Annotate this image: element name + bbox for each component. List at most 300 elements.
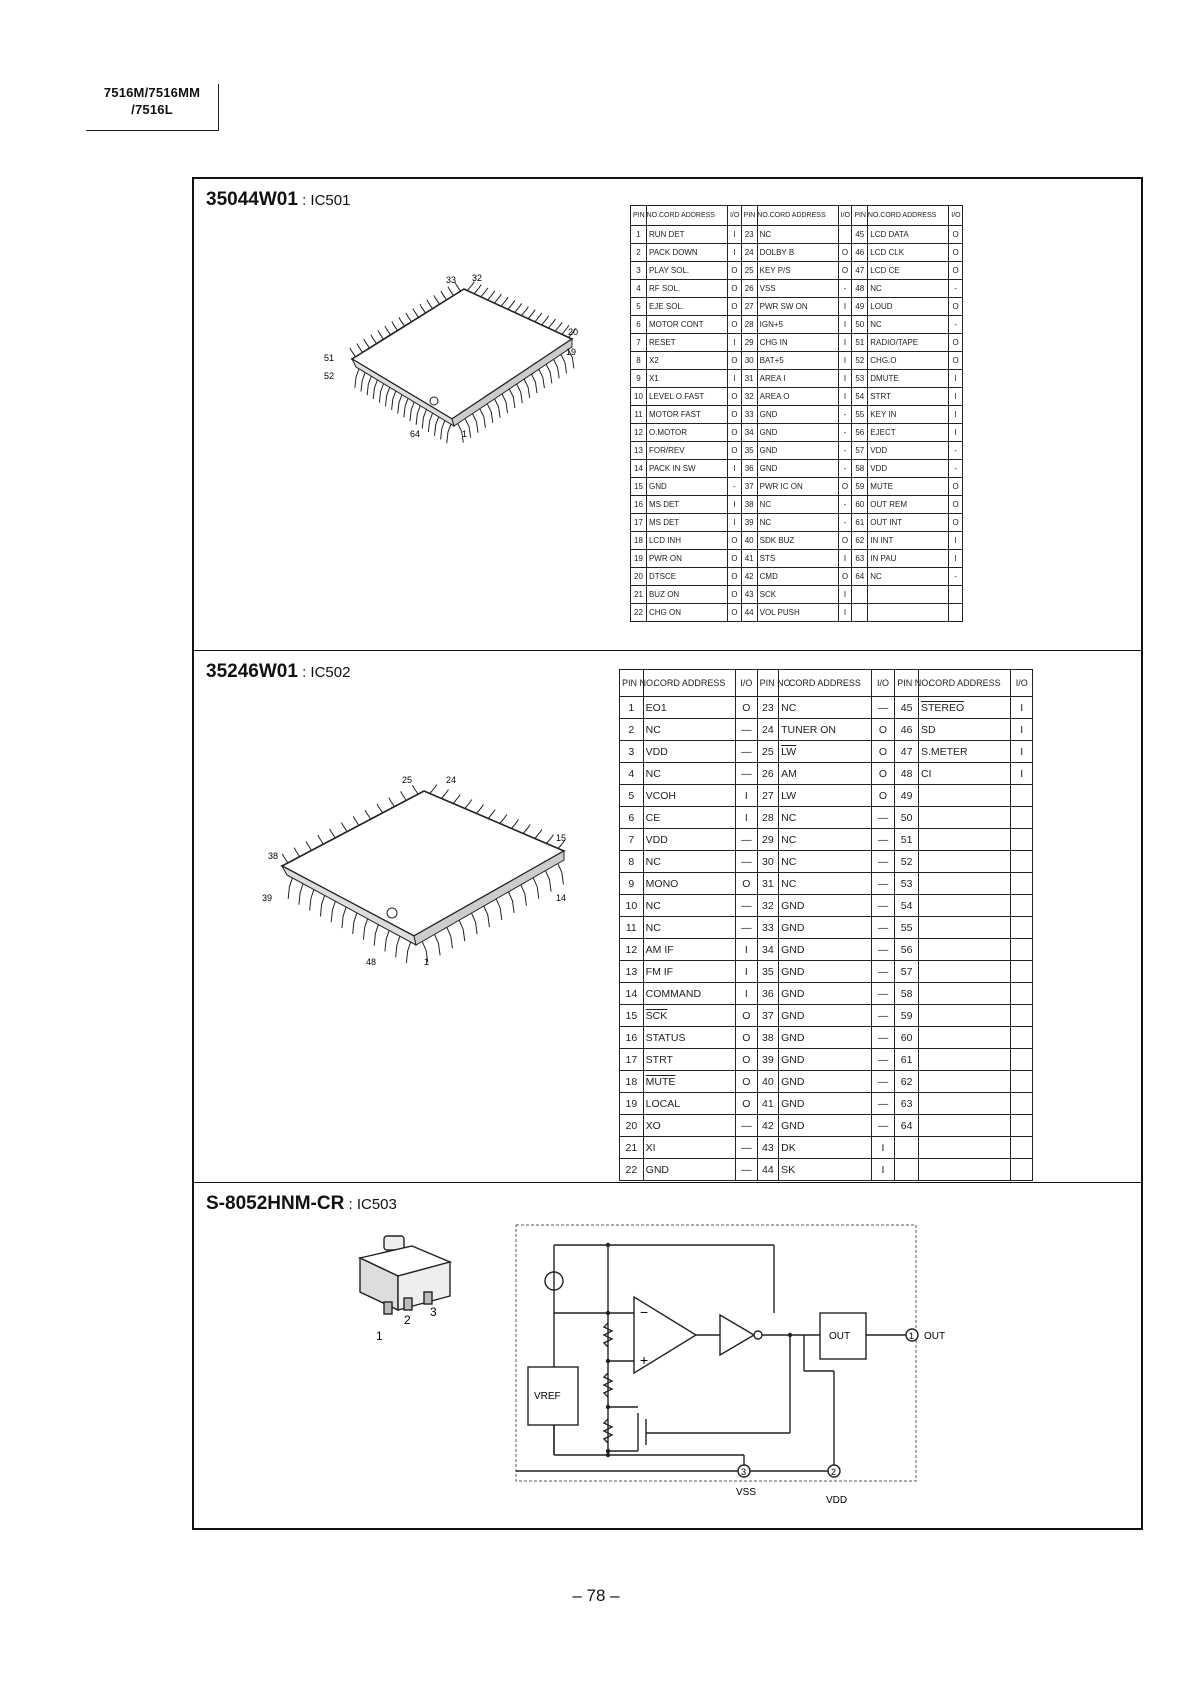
table-cell: 53 [895, 873, 919, 895]
table-cell: I [838, 388, 852, 406]
table-cell: — [871, 1093, 895, 1115]
table-cell: 9 [620, 873, 644, 895]
part-number: S-8052HNM-CR [206, 1193, 345, 1214]
table-row [631, 424, 963, 442]
table-header-row [620, 670, 1033, 697]
model-line-1: 7516M/7516MM [103, 85, 201, 100]
package-lead [378, 330, 384, 339]
package-lead [434, 295, 440, 304]
header-cell: PIN NO. [631, 206, 647, 226]
table-cell: DMUTE [868, 370, 949, 388]
table-cell: I [736, 785, 758, 807]
table-cell: STRT [868, 388, 949, 406]
package-lead [448, 287, 454, 296]
table-cell: O [727, 532, 741, 550]
table-cell: 27 [757, 785, 779, 807]
table-cell: 45 [895, 697, 919, 719]
table-cell: I [838, 316, 852, 334]
table-cell: FM IF [643, 961, 735, 983]
table-cell: IN PAU [868, 550, 949, 568]
table-cell: STS [757, 550, 838, 568]
table-cell: 61 [852, 514, 868, 532]
chip-pin-label: 64 [410, 429, 421, 439]
table-cell: 16 [620, 1027, 644, 1049]
table-cell: NC [779, 807, 871, 829]
table-cell: O [871, 763, 895, 785]
package-lead [353, 913, 357, 934]
table-cell: O [727, 586, 741, 604]
chip-pin-label: 1 [424, 957, 430, 967]
qfp48-package-drawing [254, 761, 584, 971]
table-cell: — [736, 917, 758, 939]
table-cell: I [838, 352, 852, 370]
table-cell: 64 [852, 568, 868, 586]
pkg-pin-label: 2 [404, 1313, 411, 1327]
table-cell: 5 [631, 298, 647, 316]
table-cell: 53 [852, 370, 868, 388]
table-cell: 25 [741, 262, 757, 280]
package-lead [496, 899, 502, 920]
table-cell: O [727, 262, 741, 280]
pkg-pin-label: 1 [376, 1329, 383, 1343]
package-lead [385, 930, 389, 951]
table-cell: 41 [741, 550, 757, 568]
table-cell: — [736, 719, 758, 741]
table-cell: DTSCE [646, 568, 727, 586]
table-row [620, 983, 1033, 1005]
ic-reference: IC501 [310, 192, 351, 209]
package-lead [515, 303, 522, 312]
package-lead [441, 420, 445, 439]
table-cell: 59 [895, 1005, 919, 1027]
table-cell: — [871, 983, 895, 1005]
table-cell: — [871, 807, 895, 829]
table-row [631, 550, 963, 568]
table-cell: 4 [631, 280, 647, 298]
table-cell [918, 1115, 1010, 1137]
header-cell: CORD ADDRESS [646, 206, 727, 226]
header-cell: CORD ADDRESS [757, 206, 838, 226]
table-cell: — [736, 1137, 758, 1159]
table-cell: 56 [895, 939, 919, 961]
table-cell: - [949, 280, 963, 298]
table-cell [1011, 851, 1033, 873]
table-cell [918, 895, 1010, 917]
table-cell: LCD DATA [868, 226, 949, 244]
ic-reference: IC502 [310, 664, 351, 681]
table-cell: STATUS [643, 1027, 735, 1049]
table-cell: 62 [895, 1071, 919, 1093]
table-cell: 10 [620, 895, 644, 917]
table-cell: X2 [646, 352, 727, 370]
ic-reference: IC503 [356, 1196, 397, 1213]
table-cell: EJE SOL. [646, 298, 727, 316]
table-cell [918, 807, 1010, 829]
package-lead [357, 343, 363, 352]
table-cell: 5 [620, 785, 644, 807]
chip-pin-label: 1 [462, 429, 468, 439]
table-cell: 36 [757, 983, 779, 1005]
section-title: 35044W01 : IC501 [206, 189, 351, 210]
table-row [631, 262, 963, 280]
table-cell: I [727, 226, 741, 244]
table-cell: 8 [631, 352, 647, 370]
package-lead [377, 804, 383, 813]
header-cell: I/O [727, 206, 741, 226]
table-cell [918, 1093, 1010, 1115]
table-cell: RADIO/TAPE [868, 334, 949, 352]
table-cell: I [1011, 719, 1033, 741]
package-lead [282, 854, 288, 863]
table-row [620, 939, 1033, 961]
table-cell: 20 [620, 1115, 644, 1137]
table-cell: O [949, 478, 963, 496]
package-lead [528, 310, 535, 319]
table-cell: NC [643, 851, 735, 873]
table-row [631, 244, 963, 262]
table-cell: 37 [741, 478, 757, 496]
table-cell: OUT REM [868, 496, 949, 514]
table-cell: SK [779, 1159, 871, 1181]
package-lead [385, 326, 391, 335]
package-lead [342, 907, 346, 928]
table-cell: 11 [620, 917, 644, 939]
table-cell: 10 [631, 388, 647, 406]
table-cell: NC [757, 226, 838, 244]
table-cell: S.METER [918, 741, 1010, 763]
table-cell: GND [779, 895, 871, 917]
table-cell: 43 [741, 586, 757, 604]
table-cell: 35 [757, 961, 779, 983]
table-cell: 33 [741, 406, 757, 424]
table-cell [1011, 917, 1033, 939]
table-cell: X1 [646, 370, 727, 388]
table-cell: 12 [631, 424, 647, 442]
table-row [620, 961, 1033, 983]
table-cell [918, 1071, 1010, 1093]
table-cell: NC [643, 719, 735, 741]
package-lead [379, 384, 383, 403]
table-cell: GND [757, 460, 838, 478]
table-cell: I [727, 370, 741, 388]
package-lead [561, 354, 567, 373]
table-cell: NC [643, 895, 735, 917]
ic501-section [194, 179, 1141, 651]
part-number: 35246W01 [206, 661, 298, 682]
block-diagram [514, 1223, 954, 1513]
table-cell: LCD CE [868, 262, 949, 280]
package-lead [546, 871, 552, 892]
package-lead [459, 920, 465, 941]
table-cell: 60 [852, 496, 868, 514]
table-cell: 50 [852, 316, 868, 334]
ic501-pin-table [630, 205, 963, 622]
part-number: 35044W01 [206, 189, 298, 210]
table-cell: RESET [646, 334, 727, 352]
header-cell: I/O [949, 206, 963, 226]
table-row [631, 586, 963, 604]
table-cell: LCD CLK [868, 244, 949, 262]
table-cell: I [949, 370, 963, 388]
table-row [631, 604, 963, 622]
table-cell: O [727, 568, 741, 586]
table-cell: 27 [741, 298, 757, 316]
package-lead [472, 913, 478, 934]
ic502-section [194, 651, 1141, 1183]
table-row [620, 719, 1033, 741]
header-cell: I/O [871, 670, 895, 697]
table-cell: NC [868, 316, 949, 334]
package-lead [367, 376, 371, 395]
package-lead [413, 308, 419, 317]
table-row [631, 496, 963, 514]
table-cell: GND [757, 424, 838, 442]
table-cell: O [727, 316, 741, 334]
header-cell: I/O [1011, 670, 1033, 697]
table-cell: LW [779, 785, 871, 807]
table-cell: — [871, 895, 895, 917]
table-cell: 3 [631, 262, 647, 280]
table-row [620, 1005, 1033, 1027]
table-cell: I [949, 406, 963, 424]
table-cell: O [727, 388, 741, 406]
table-cell: 59 [852, 478, 868, 496]
table-cell: O [949, 226, 963, 244]
ic502-pin-table [619, 669, 1033, 1181]
table-cell: NC [779, 697, 871, 719]
table-cell: CE [643, 807, 735, 829]
table-row [631, 568, 963, 586]
header-cell: PIN NO. [757, 670, 779, 697]
package-lead [385, 387, 389, 406]
table-cell: I [871, 1137, 895, 1159]
table-cell [1011, 1071, 1033, 1093]
table-cell: GND [779, 961, 871, 983]
table-cell: STEREO [918, 697, 1010, 719]
table-cell: — [871, 1049, 895, 1071]
inverting-input-sign: − [640, 1304, 649, 1320]
table-cell: O [949, 262, 963, 280]
table-cell: MUTE [868, 478, 949, 496]
table-cell: I [727, 244, 741, 262]
table-cell [918, 1005, 1010, 1027]
table-cell: XI [643, 1137, 735, 1159]
table-cell: 17 [620, 1049, 644, 1071]
table-cell: GND [779, 1093, 871, 1115]
table-cell: SCK [757, 586, 838, 604]
table-cell: — [871, 829, 895, 851]
table-cell: I [871, 1159, 895, 1181]
table-cell: O [838, 478, 852, 496]
table-row [631, 514, 963, 532]
table-cell: AM IF [643, 939, 735, 961]
table-cell: — [871, 1005, 895, 1027]
table-row [620, 763, 1033, 785]
package-lead [310, 890, 314, 911]
table-cell: AM [779, 763, 871, 785]
table-cell: 63 [895, 1093, 919, 1115]
table-cell: VDD [868, 460, 949, 478]
chip-pin-label: 32 [472, 273, 483, 283]
table-cell: I [838, 334, 852, 352]
table-cell: — [871, 1027, 895, 1049]
table-cell: 35 [741, 442, 757, 460]
table-cell: GND [757, 442, 838, 460]
header-cell: I/O [736, 670, 758, 697]
table-cell: 1 [631, 226, 647, 244]
table-cell: I [727, 460, 741, 478]
qfp64-package-drawing [314, 269, 584, 439]
table-cell [1011, 961, 1033, 983]
table-cell: O [727, 550, 741, 568]
table-cell: 43 [757, 1137, 779, 1159]
package-lead [318, 835, 324, 844]
package-lead [488, 291, 495, 300]
table-cell: 18 [620, 1071, 644, 1093]
package-lead [435, 934, 441, 955]
package-lead [521, 885, 527, 906]
table-cell: O [736, 697, 758, 719]
table-cell: 26 [757, 763, 779, 785]
table-row [620, 829, 1033, 851]
package-lead [453, 795, 460, 804]
model-number-label [86, 84, 219, 131]
chip-pin-label: 39 [262, 893, 273, 903]
table-cell: GND [757, 406, 838, 424]
table-cell: MONO [643, 873, 735, 895]
table-cell: I [838, 550, 852, 568]
table-cell: — [736, 1159, 758, 1181]
table-cell: GND [779, 1049, 871, 1071]
sot89-package-drawing [354, 1228, 474, 1358]
package-lead [294, 848, 300, 857]
package-lead [306, 841, 312, 850]
package-lead [533, 878, 539, 899]
table-cell: 25 [757, 741, 779, 763]
table-cell: O [949, 334, 963, 352]
table-cell: 6 [631, 316, 647, 334]
table-cell [1011, 1027, 1033, 1049]
table-row [631, 388, 963, 406]
table-cell [838, 226, 852, 244]
table-cell: GND [779, 983, 871, 1005]
table-cell: 31 [757, 873, 779, 895]
package-lead [481, 288, 488, 297]
chip-pin-label: 19 [566, 347, 577, 357]
vdd-pin-number: 2 [831, 1467, 837, 1477]
table-cell: MS DET [646, 514, 727, 532]
package-lead [406, 313, 412, 322]
package-lead [477, 805, 484, 814]
header-cell: CORD ADDRESS [779, 670, 871, 697]
vss-label: VSS [736, 1487, 757, 1498]
package-lead [350, 348, 356, 357]
table-cell: - [727, 478, 741, 496]
table-cell: O [949, 244, 963, 262]
package-lead [484, 906, 490, 927]
table-cell: 58 [852, 460, 868, 478]
table-cell: CHG ON [646, 604, 727, 622]
table-cell [1011, 983, 1033, 1005]
table-cell: OUT INT [868, 514, 949, 532]
table-cell: NC [779, 873, 871, 895]
package-lead [509, 892, 515, 913]
table-cell: 19 [620, 1093, 644, 1115]
table-cell: MOTOR FAST [646, 406, 727, 424]
table-cell: I [838, 370, 852, 388]
table-cell: 30 [757, 851, 779, 873]
table-cell: GND [779, 1071, 871, 1093]
package-lead [371, 335, 377, 344]
table-cell: I [838, 298, 852, 316]
table-row [631, 406, 963, 424]
table-cell: 24 [757, 719, 779, 741]
package-lead [396, 936, 400, 957]
table-cell: 6 [620, 807, 644, 829]
table-cell: 36 [741, 460, 757, 478]
package-lead [546, 364, 552, 383]
table-cell: CI [918, 763, 1010, 785]
table-cell [895, 1137, 919, 1159]
table-cell: O [871, 785, 895, 807]
header-cell: PIN NO. [741, 206, 757, 226]
package-lead [365, 810, 371, 819]
table-cell: 64 [895, 1115, 919, 1137]
table-cell: 60 [895, 1027, 919, 1049]
table-cell: — [871, 1115, 895, 1137]
table-cell: 57 [895, 961, 919, 983]
package-lead [494, 294, 501, 303]
table-cell: — [871, 917, 895, 939]
page-number: – 78 – [572, 1586, 620, 1605]
table-cell: 30 [741, 352, 757, 370]
table-cell: STRT [643, 1049, 735, 1071]
package-lead [488, 810, 495, 819]
table-cell: 46 [852, 244, 868, 262]
table-cell: 2 [620, 719, 644, 741]
table-cell: 45 [852, 226, 868, 244]
table-cell [918, 829, 1010, 851]
package-lead [524, 379, 530, 398]
chip-pin-label: 14 [556, 893, 567, 903]
table-cell [868, 586, 949, 604]
table-cell: 39 [757, 1049, 779, 1071]
table-cell: LEVEL O.FAST [646, 388, 727, 406]
table-cell: GND [646, 478, 727, 496]
table-row [620, 785, 1033, 807]
header-cell: CORD ADDRESS [868, 206, 949, 226]
chip-pin-label: 25 [402, 775, 413, 785]
table-cell: O.MOTOR [646, 424, 727, 442]
table-cell: NC [643, 917, 735, 939]
table-cell: 33 [757, 917, 779, 939]
table-cell: O [727, 442, 741, 460]
table-cell: 26 [741, 280, 757, 298]
table-cell: CHG IN [757, 334, 838, 352]
table-row [620, 1115, 1033, 1137]
package-lead [474, 285, 481, 294]
table-cell: NC [868, 280, 949, 298]
table-cell: O [949, 352, 963, 370]
table-cell: VOL PUSH [757, 604, 838, 622]
table-cell: 22 [631, 604, 647, 622]
table-cell: 40 [741, 532, 757, 550]
table-cell [1011, 785, 1033, 807]
table-cell [1011, 939, 1033, 961]
table-cell: 51 [895, 829, 919, 851]
package-lead [548, 319, 555, 328]
header-cell: PIN NO. [852, 206, 868, 226]
